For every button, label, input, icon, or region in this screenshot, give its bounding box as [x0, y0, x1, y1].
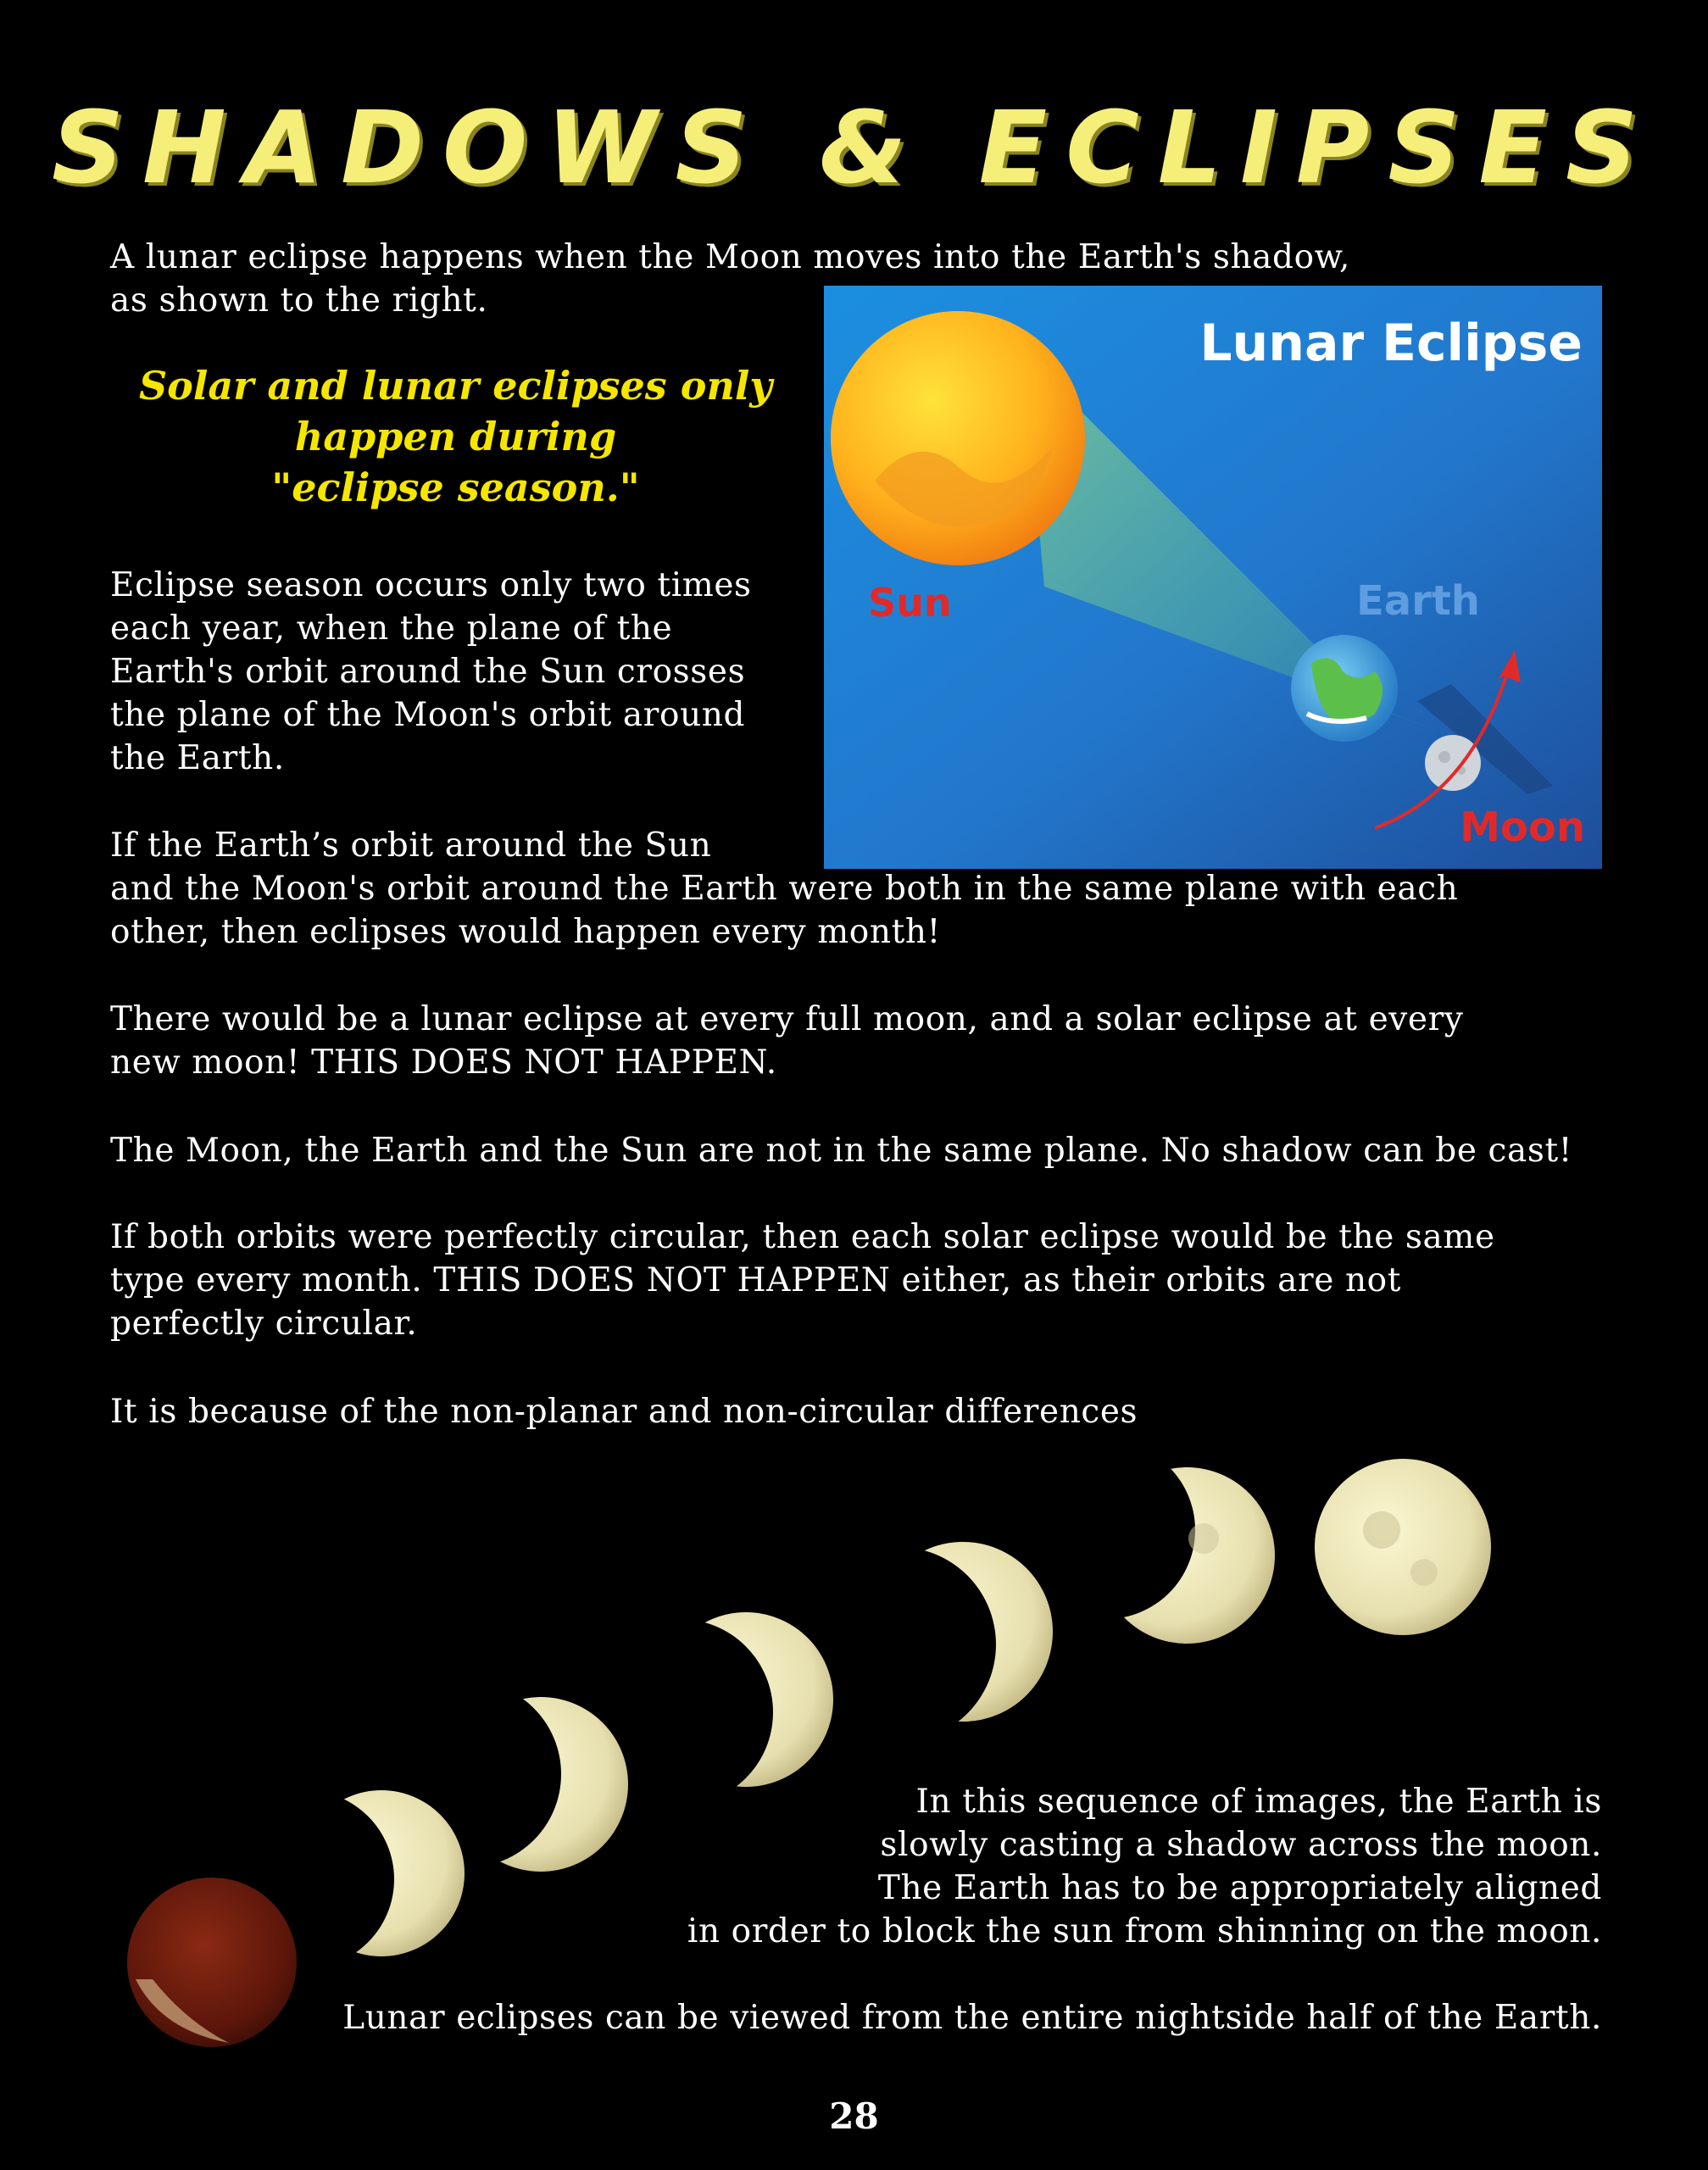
moon-phase-5: [1099, 1467, 1275, 1644]
same-plane-paragraph: If the Earth’s orbit around the Sun and the Moon's orbit around the Earth were both in the same plane with each other, then eclipses would happen every month!: [110, 826, 1459, 951]
moon-phase-2: [453, 1697, 628, 1872]
because-paragraph: It is because of the non-planar and non-circular differences: [110, 1393, 1138, 1431]
nightside-caption: Lunar eclipses can be viewed from the entire nightside half of the Earth.: [342, 1999, 1602, 2037]
moon-graphic: [1425, 735, 1481, 791]
sun-label: Sun: [868, 580, 952, 626]
eclipse-moon-sequence: [110, 1437, 1602, 2056]
every-month-paragraph: There would be a lunar eclipse at every full moon, and a solar eclipse at every new moon! THIS DOES NOT HAPPEN.: [110, 1000, 1464, 1082]
sun-graphic: [831, 311, 1085, 565]
moon-label: Moon: [1460, 804, 1585, 851]
lunar-eclipse-diagram: [824, 286, 1602, 869]
intro-paragraph: A lunar eclipse happens when the Moon moves into the Earth's shadow, as shown to the right.: [110, 238, 1351, 320]
moon-phase-4: [873, 1542, 1053, 1722]
page-title: SHADOWS & ECLIPSES: [52, 89, 1656, 206]
eclipsed-red-moon: [127, 1878, 297, 2047]
eclipse-season-callout: Solar and lunar eclipses only happen during "eclipse season.": [138, 363, 773, 510]
earth-label: Earth: [1356, 577, 1480, 625]
circular-orbits-paragraph: If both orbits were perfectly circular, then each solar eclipse would be the same type every month. THIS DOES NOT HAPPEN either, as their orbits are not perfectly circular.: [110, 1218, 1495, 1343]
page-number: 28: [829, 2095, 879, 2137]
moon-phase-6: [1315, 1459, 1491, 1635]
sequence-caption: In this sequence of images, the Earth is slowly casting a shadow across the moon. The Earth has to be appropriately aligned in order to block the sun from shinning on the moon.: [687, 1783, 1602, 1950]
diagram-title: Lunar Eclipse: [1199, 314, 1583, 373]
moon-phase-1: [298, 1790, 465, 1956]
eclipse-season-paragraph: Eclipse season occurs only two times each year, when the plane of the Earth's orbit around the Sun crosses the plane of the Moon's orbit around the Earth.: [110, 566, 752, 777]
moon-phase-3: [659, 1612, 833, 1787]
not-same-plane-paragraph: The Moon, the Earth and the Sun are not in the same plane. No shadow can be cast!: [110, 1132, 1572, 1170]
